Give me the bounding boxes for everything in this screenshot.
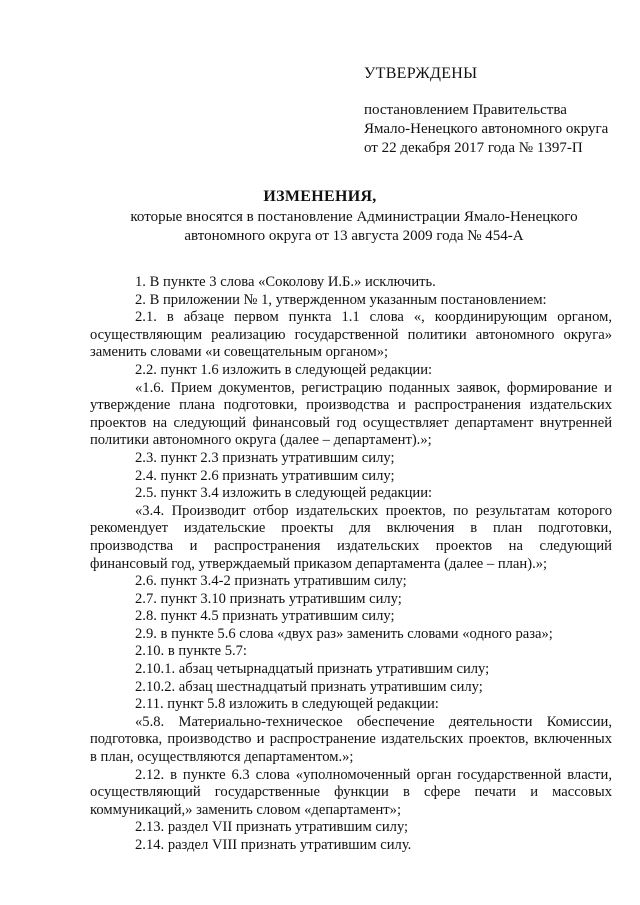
paragraph-1: 1. В пункте 3 слова «Соколову И.Б.» исключить. [135,274,436,290]
paragraph-2-11: 2.11. пункт 5.8 изложить в следующей редакции: [135,696,439,713]
subtitle-line-1: которые вносятся в постановление Администрации Ямало-Ненецкого [130,209,578,225]
approval-heading: УТВЕРЖДЕНЫ [364,65,478,82]
paragraph-2-10-1: 2.10.1. абзац четырнадцатый признать утратившим силу; [135,661,490,678]
paragraph-2-8: 2.8. пункт 4.5 признать утратившим силу; [135,608,395,625]
paragraph-quote-1-6: «1.6. Прием документов, регистрацию поданных заявок, формирование и утверждение плана подготовки, производства и распространения издательских проектов на следующий финансовый год осуществляет департамент внутренней политики автономного округа (далее – департамент).»; [90,379,612,449]
paragraph-2-10: 2.10. в пункте 5.7: [135,643,247,660]
document-body [90,274,612,855]
paragraph-2-4: 2.4. пункт 2.6 признать утратившим силу; [135,467,395,484]
approval-block [364,64,608,158]
paragraph-quote-3-4: «3.4. Производит отбор издательских проектов, по результатам которого рекомендует издательские проекты для включения в план подготовки, производства и распространения издательских проектов на следующий финансовый год, утверждаемый приказом департамента (далее – план).»; [90,502,612,572]
paragraph-2-9: 2.9. в пункте 5.6 слова «двух раз» заменить словами «одного раза»; [135,625,553,642]
approval-line-1: постановлением Правительства [364,102,567,118]
document-title: ИЗМЕНЕНИЯ, [263,188,377,205]
paragraph-2-6: 2.6. пункт 3.4-2 признать утратившим силу; [135,573,407,590]
paragraph-2-12: 2.12. в пункте 6.3 слова «уполномоченный орган государственной власти, осуществляющий государственные функции в сфере печати и массовых коммуникаций,» заменить словом «департамент»; [90,766,612,818]
paragraph-2-10-2: 2.10.2. абзац шестнадцатый признать утратившим силу; [135,678,483,695]
paragraph-quote-5-8: «5.8. Материально-техническое обеспечение деятельности Комиссии, подготовка, производство и распространение издательских проектов, включенных в план, осуществляются департаментом.»; [90,713,612,766]
paragraph-2: 2. В приложении № 1, утвержденном указанным постановлением: [135,291,547,308]
paragraph-2-3: 2.3. пункт 2.3 признать утратившим силу; [135,449,395,466]
paragraph-2-7: 2.7. пункт 3.10 признать утратившим силу; [135,590,402,607]
paragraph-2-5: 2.5. пункт 3.4 изложить в следующей редакции: [135,485,433,502]
paragraph-2-2: 2.2. пункт 1.6 изложить в следующей редакции: [135,361,433,378]
approval-line-2: Ямало-Ненецкого автономного округа [364,121,609,137]
paragraph-2-14: 2.14. раздел VIII признать утратившим силу. [135,837,412,853]
subtitle-line-2: автономного округа от 13 августа 2009 года № 454-А [184,228,524,244]
paragraph-2-1: 2.1. в абзаце первом пункта 1.1 слова «, координирующим органом, осуществляющим реализацию государственной политики автономного округа» заменить словами «и совещательным органом»; [90,309,612,361]
document-subtitle [120,208,588,246]
approval-line-3: от 22 декабря 2017 года № 1397-П [364,140,583,156]
paragraph-2-13: 2.13. раздел VII признать утратившим силу; [135,819,409,836]
